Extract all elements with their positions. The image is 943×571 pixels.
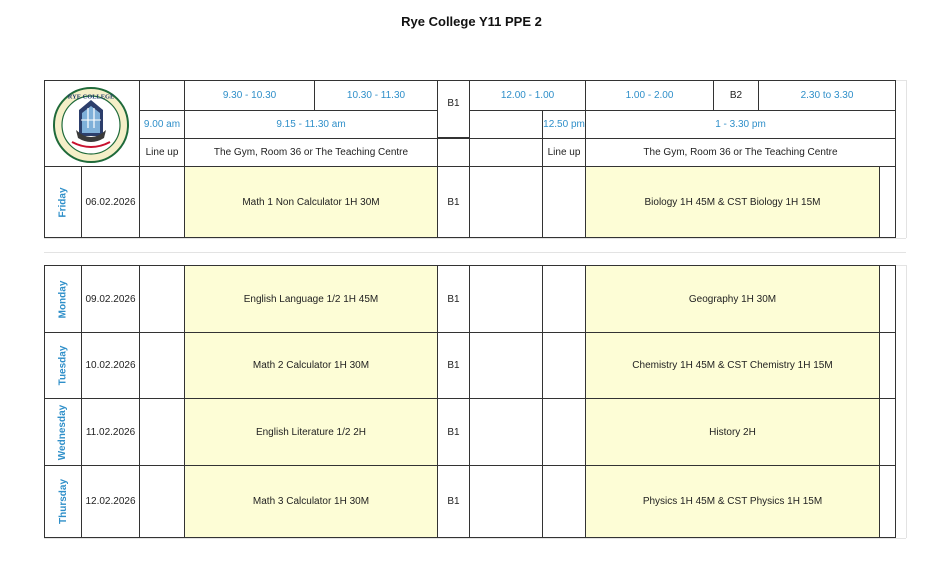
- blank-cell: [469, 332, 543, 399]
- date-cell: 12.02.2026: [81, 465, 140, 538]
- session-pm: 1 - 3.30 pm: [585, 110, 896, 139]
- header-blank-cell: [469, 138, 543, 167]
- break-cell: B1: [437, 398, 470, 466]
- am-exam: Math 1 Non Calculator 1H 30M: [184, 166, 438, 238]
- am-exam: Math 3 Calculator 1H 30M: [184, 465, 438, 538]
- am-exam: Math 2 Calculator 1H 30M: [184, 332, 438, 399]
- break1-header: [437, 80, 470, 138]
- lineup-cell: [542, 265, 586, 333]
- lineup-cell: [542, 332, 586, 399]
- end-cell: [879, 332, 896, 399]
- end-cell: [879, 465, 896, 538]
- break-cell: B1: [437, 166, 470, 238]
- session-am: 9.15 - 11.30 am: [184, 110, 438, 139]
- end-cell: [879, 398, 896, 466]
- lineup-cell: [139, 332, 185, 399]
- page-title: Rye College Y11 PPE 2: [401, 14, 542, 29]
- start-pm: 12.50 pm: [542, 110, 586, 139]
- venue-pm: The Gym, Room 36 or The Teaching Centre: [585, 138, 896, 167]
- date-cell: 06.02.2026: [81, 166, 140, 238]
- end-cell: [879, 166, 896, 238]
- blank-cell: [469, 265, 543, 333]
- time-slot-3: 12.00 - 1.00: [469, 80, 586, 111]
- venue-am: The Gym, Room 36 or The Teaching Centre: [184, 138, 438, 167]
- day-cell: Tuesday: [44, 332, 82, 399]
- start-am: 9.00 am: [139, 110, 185, 139]
- break-cell: B1: [437, 465, 470, 538]
- break1-label: B1: [447, 98, 460, 109]
- lineup-cell: [139, 398, 185, 466]
- am-exam: English Language 1/2 1H 45M: [184, 265, 438, 333]
- logo-text: RYE COLLEGE: [67, 93, 115, 101]
- date-cell: 11.02.2026: [81, 398, 140, 466]
- header-blank-cell: [437, 138, 470, 167]
- lineup-cell: [139, 465, 185, 538]
- blank-cell: [469, 398, 543, 466]
- time-slot-4: 1.00 - 2.00: [585, 80, 714, 111]
- break-cell: B1: [437, 265, 470, 333]
- day-cell: Wednesday: [44, 398, 82, 466]
- lineup-cell: [542, 398, 586, 466]
- time-slot-5: 2.30 to 3.30: [758, 80, 896, 111]
- day-cell: Friday: [44, 166, 82, 238]
- lineup-cell: [542, 166, 586, 238]
- pm-exam: Chemistry 1H 45M & CST Chemistry 1H 15M: [585, 332, 880, 399]
- lineup-pm: Line up: [542, 138, 586, 167]
- lineup-am: Line up: [139, 138, 185, 167]
- pm-exam: Geography 1H 30M: [585, 265, 880, 333]
- blank-cell: [469, 166, 543, 238]
- header-blank-cell: [469, 110, 543, 139]
- end-cell: [879, 265, 896, 333]
- header-blank-cell: [139, 80, 185, 111]
- day-cell: Monday: [44, 265, 82, 333]
- break2-header: B2: [713, 80, 759, 111]
- lineup-cell: [139, 166, 185, 238]
- break-cell: B1: [437, 332, 470, 399]
- blank-cell: [469, 465, 543, 538]
- day-cell: Thursday: [44, 465, 82, 538]
- am-exam: English Literature 1/2 2H: [184, 398, 438, 466]
- lineup-cell: [542, 465, 586, 538]
- time-slot-2: 10.30 - 11.30: [314, 80, 438, 111]
- pm-exam: Physics 1H 45M & CST Physics 1H 15M: [585, 465, 880, 538]
- pm-exam: History 2H: [585, 398, 880, 466]
- time-slot-1: 9.30 - 10.30: [184, 80, 315, 111]
- date-cell: 10.02.2026: [81, 332, 140, 399]
- date-cell: 09.02.2026: [81, 265, 140, 333]
- lineup-cell: [139, 265, 185, 333]
- pm-exam: Biology 1H 45M & CST Biology 1H 15M: [585, 166, 880, 238]
- logo-cell: [44, 80, 140, 167]
